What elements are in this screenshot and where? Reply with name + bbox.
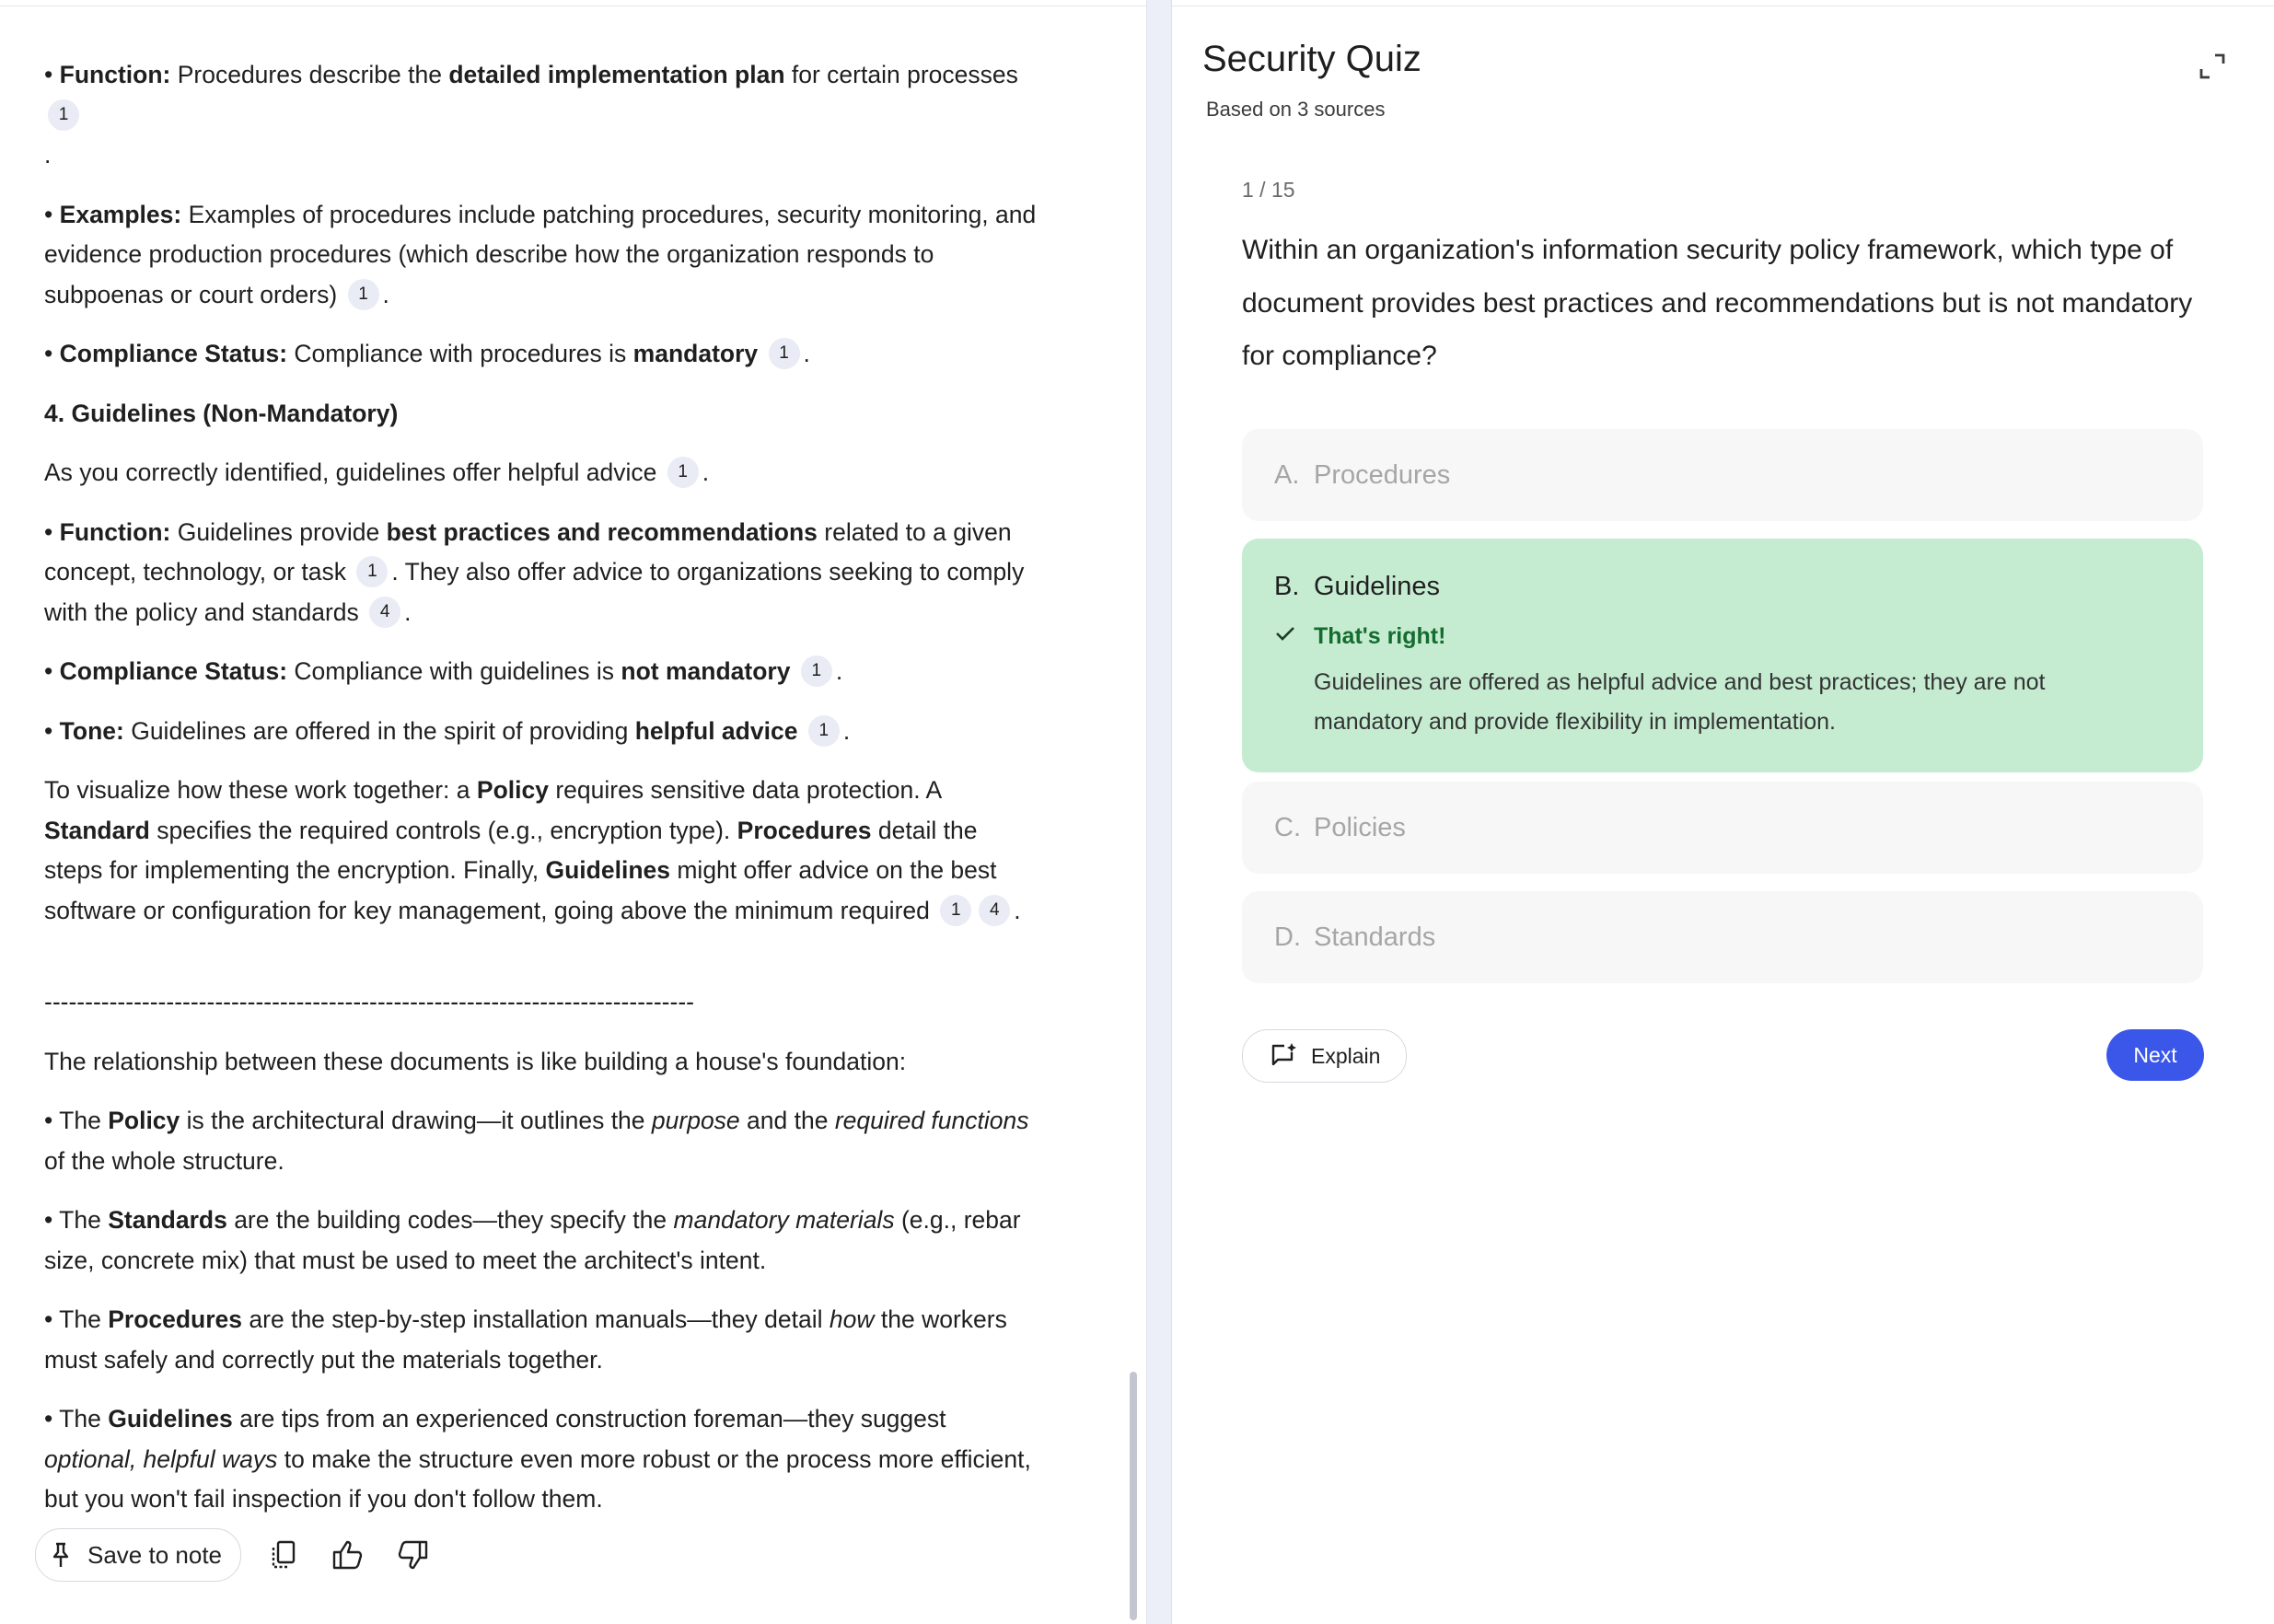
paragraph-function-procedures: • Function: Procedures describe the detailed implementation plan for certain processes 1 bbox=[44, 55, 1038, 135]
thumbs-down-button[interactable] bbox=[390, 1533, 435, 1577]
pin-icon bbox=[51, 1541, 71, 1569]
thumbs-up-icon bbox=[331, 1539, 365, 1571]
expand-icon bbox=[2194, 48, 2231, 85]
paragraph-tail: . bbox=[44, 141, 52, 168]
citation-chip[interactable]: 1 bbox=[801, 655, 832, 687]
paragraph-intro: As you correctly identified, guidelines offer helpful advice 1 . bbox=[44, 458, 710, 486]
citation-chip[interactable]: 1 bbox=[667, 457, 699, 488]
citation-chip[interactable]: 1 bbox=[940, 895, 971, 926]
next-button[interactable]: Next bbox=[2106, 1029, 2204, 1081]
answer-option-d[interactable]: D. Standards bbox=[1242, 891, 2203, 983]
citation-chip[interactable]: 1 bbox=[48, 99, 79, 131]
divider-line: -------------------------------------------------------------------------------- bbox=[44, 988, 694, 1015]
answer-option-c[interactable]: C. Policies bbox=[1242, 782, 2203, 874]
quiz-panel bbox=[1171, 0, 2274, 1624]
paragraph-function-guidelines: • Function: Guidelines provide best practices and recommendations related to a given concept, technology, or task 1 . They also offer advice to organizations seeking to comply with the policy and standards 4 . bbox=[44, 517, 1025, 626]
paragraph-analogy-intro: The relationship between these documents is like building a house's foundation: bbox=[44, 1047, 907, 1075]
paragraph-visualize: To visualize how these work together: a Policy requires sensitive data protection. A Standard specifies the required controls (e.g., encryption type). Procedures detail the steps for implementing the encryption. Finally, Guidelines might offer advice on the best software or configuration for key management, going above the minimum required 1 4 . bbox=[44, 776, 1021, 924]
answer-option-b[interactable] bbox=[1242, 539, 2203, 772]
paragraph-compliance-procedures: • Compliance Status: Compliance with procedures is mandatory 1 . bbox=[44, 340, 810, 367]
quiz-title: Security Quiz bbox=[1202, 39, 1421, 79]
thumbs-down-icon bbox=[396, 1539, 429, 1571]
answer-option-a[interactable]: A. Procedures bbox=[1242, 429, 2203, 521]
paragraph-analogy-guidelines: • The Guidelines are tips from an experienced construction foreman—they suggest optional, helpful ways to make the structure even more robust or the process more efficient, but you won't fail inspection if you don't follow them. bbox=[44, 1405, 1031, 1513]
explain-button[interactable]: Explain bbox=[1242, 1029, 1407, 1083]
feedback-title: That's right! bbox=[1314, 623, 1446, 649]
paragraph-tone: • Tone: Guidelines are offered in the spirit of providing helpful advice 1 . bbox=[44, 716, 851, 745]
paragraph-compliance-guidelines: • Compliance Status: Compliance with guidelines is not mandatory 1 . bbox=[44, 657, 843, 685]
paragraph-analogy-procedures: • The Procedures are the step-by-step installation manuals—they detail how the workers must safely and correctly put the materials together. bbox=[44, 1305, 1007, 1374]
section-heading: 4. Guidelines (Non-Mandatory) bbox=[44, 399, 399, 427]
feedback-explanation: Guidelines are offered as helpful advice and best practices; they are not mandatory and provide flexibility in implementation. bbox=[1314, 669, 2046, 735]
response-actions bbox=[35, 1528, 435, 1582]
paragraph-analogy-standards: • The Standards are the building codes—they specify the mandatory materials (e.g., rebar size, concrete mix) that must be used to meet the architect's intent. bbox=[44, 1206, 1021, 1274]
copy-icon bbox=[270, 1539, 297, 1571]
question-counter: 1 / 15 bbox=[1242, 178, 1295, 202]
chat-scrollbar[interactable] bbox=[1130, 1372, 1137, 1620]
spark-chat-icon bbox=[1269, 1041, 1298, 1071]
option-b-label: B. Guidelines bbox=[1274, 572, 1441, 601]
question-text: Within an organization's information security policy framework, which type of document provides best practices and recommendations but is not mandatory for compliance? bbox=[1242, 235, 2193, 371]
chat-response bbox=[44, 55, 1038, 1539]
quiz-sources: Based on 3 sources bbox=[1206, 98, 1386, 121]
citation-chip[interactable]: 1 bbox=[808, 715, 840, 747]
citation-chip[interactable]: 4 bbox=[979, 895, 1010, 926]
citation-chip[interactable]: 4 bbox=[369, 597, 400, 628]
check-icon bbox=[1274, 623, 1296, 645]
expand-button[interactable] bbox=[2194, 48, 2231, 85]
thumbs-up-button[interactable] bbox=[326, 1533, 370, 1577]
paragraph-analogy-policy: • The Policy is the architectural drawing—it outlines the purpose and the required functions of the whole structure. bbox=[44, 1107, 1029, 1175]
citation-chip[interactable]: 1 bbox=[356, 556, 388, 587]
citation-chip[interactable]: 1 bbox=[348, 279, 379, 310]
paragraph-examples: • Examples: Examples of procedures include patching procedures, security monitoring, and evidence production procedures (which describe how the organization responds to subpoenas or court orders) 1 . bbox=[44, 200, 1037, 308]
citation-chip[interactable]: 1 bbox=[769, 338, 800, 369]
save-to-note-button[interactable]: Save to note bbox=[35, 1528, 241, 1582]
copy-button[interactable] bbox=[261, 1533, 306, 1577]
